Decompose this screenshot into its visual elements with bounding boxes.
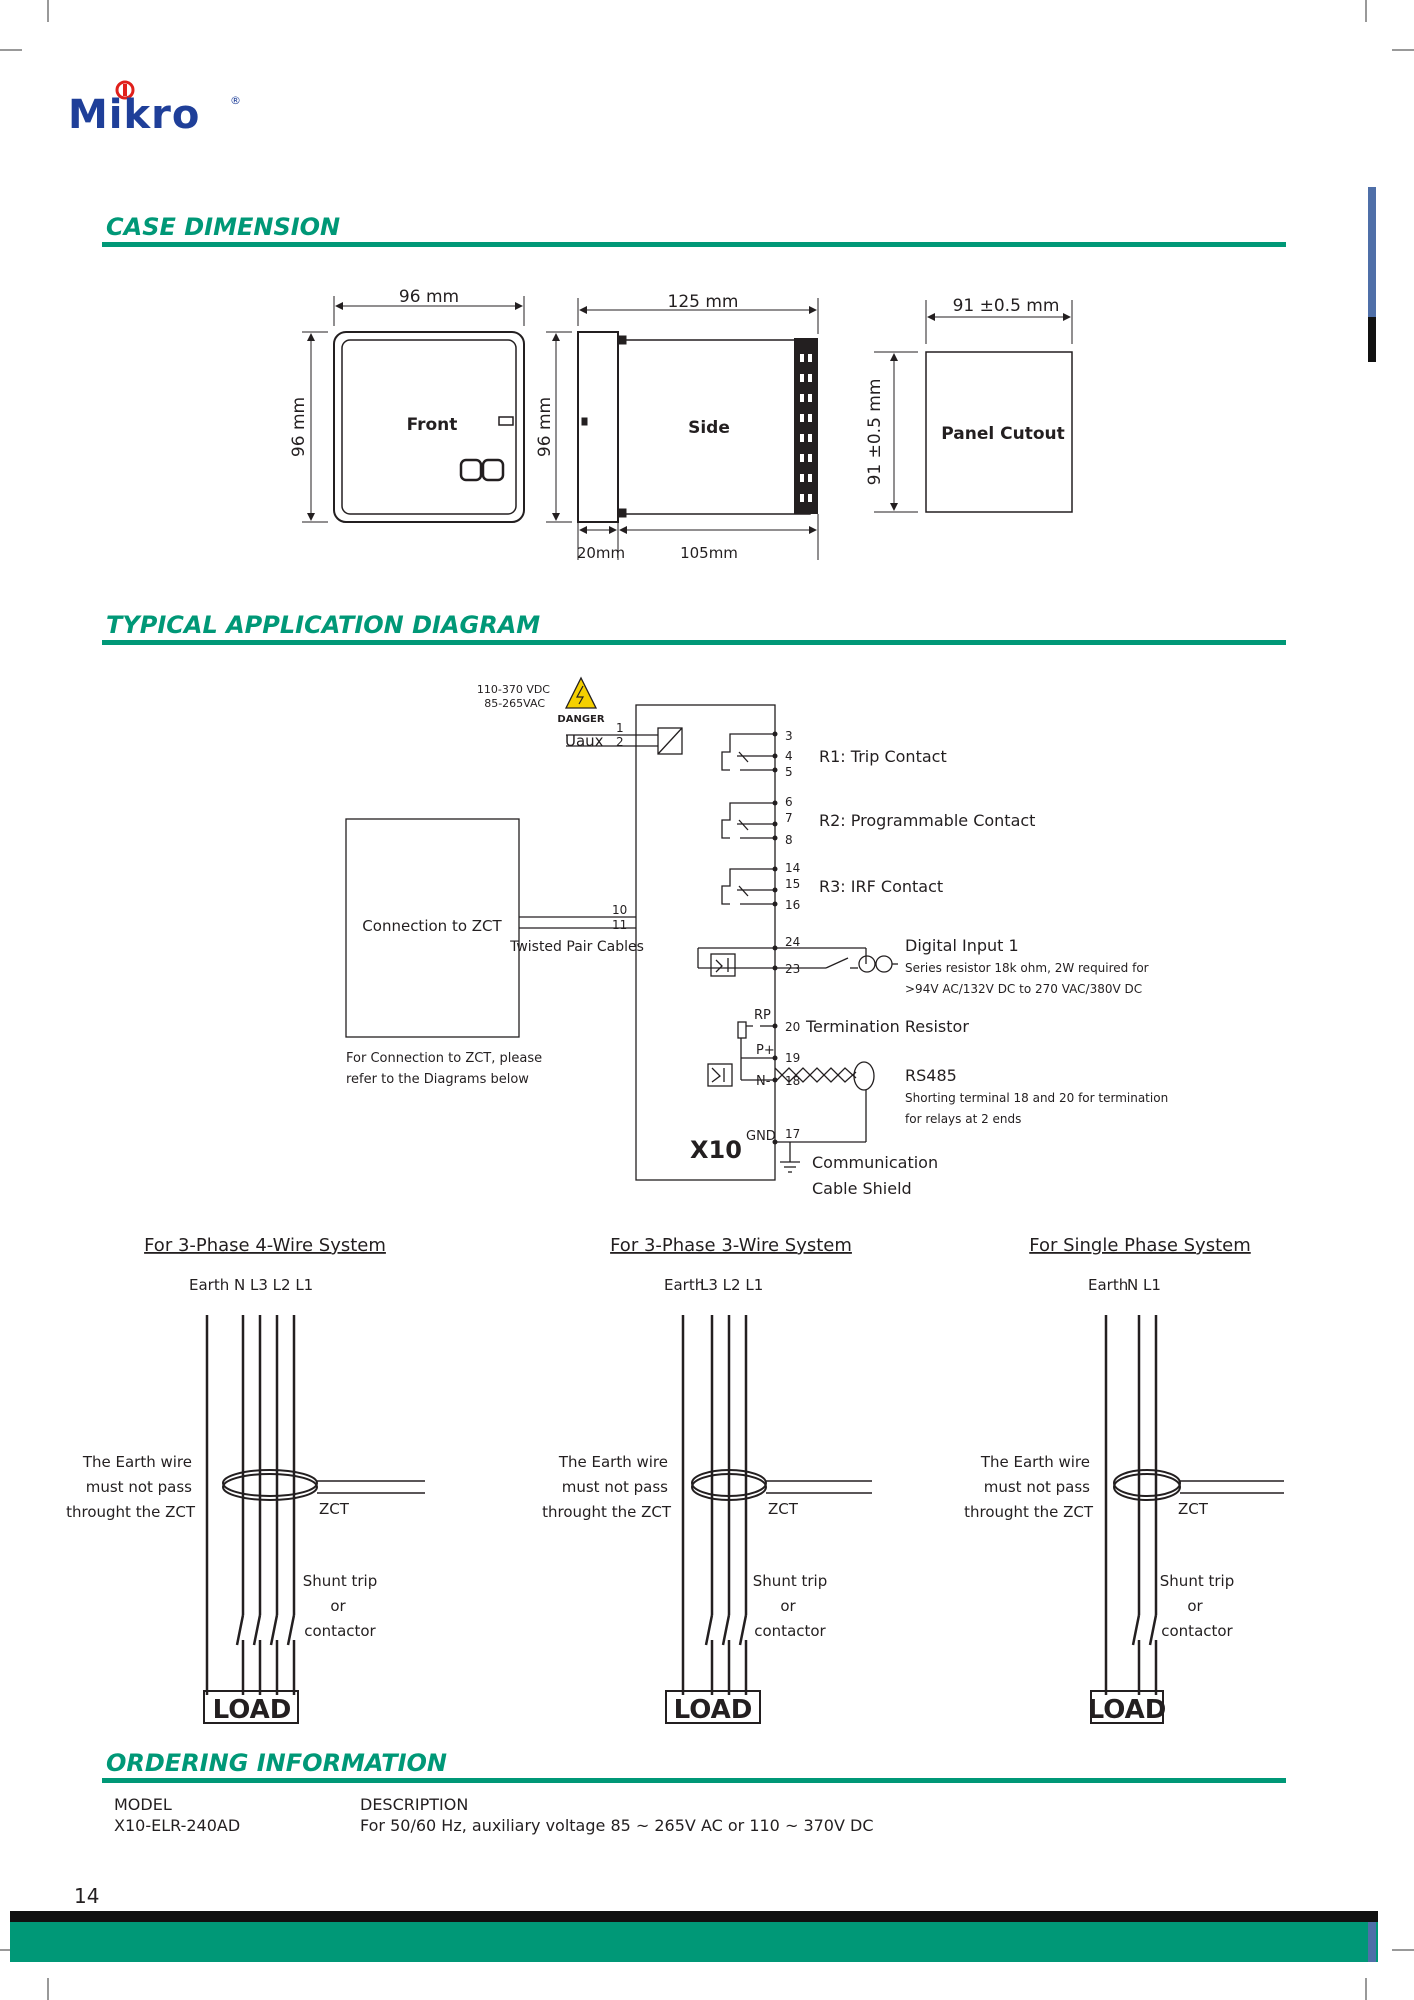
zct-label: ZCT (768, 1500, 798, 1518)
terminal-10: 10 (612, 903, 628, 917)
digital-input-note-1: Series resistor 18k ohm, 2W required for (905, 961, 1149, 975)
section-title-typical-application: TYPICAL APPLICATION DIAGRAM (106, 611, 541, 639)
comm-shield-2: Cable Shield (812, 1179, 912, 1198)
relay-r2: R2: Programmable Contact (819, 811, 1036, 830)
registered-mark: ® (230, 94, 241, 107)
supply-ac: 85-265VAC (484, 697, 545, 710)
terminal-24: 24 (785, 935, 801, 949)
side-label: Side (688, 418, 730, 438)
terminal-16: 16 (785, 898, 801, 912)
side-back-depth: 105mm (680, 544, 738, 562)
terminal-18: 18 (785, 1074, 801, 1088)
p-plus-label: P+ (756, 1043, 775, 1058)
lines-label: N L1 (1127, 1276, 1161, 1294)
earth-note: must not pass (561, 1478, 668, 1496)
terminal-1: 1 (616, 721, 624, 735)
side-height-label: 96 mm (535, 396, 555, 458)
rs485-label: RS485 (905, 1066, 957, 1085)
description-value: For 50/60 Hz, auxiliary voltage 85 ~ 265V AC or 110 ~ 370V DC (360, 1816, 874, 1835)
shunt-label: contactor (1161, 1622, 1233, 1640)
rp-label: RP (754, 1008, 771, 1023)
zct-label: ZCT (1178, 1500, 1208, 1518)
section-title-case-dimension: CASE DIMENSION (106, 213, 341, 241)
zct-note-1: For Connection to ZCT, please (346, 1051, 543, 1066)
cutout-width-label: 91 ±0.5 mm (952, 296, 1060, 316)
termination-label: Termination Resistor (806, 1017, 969, 1036)
earth-note: throught the ZCT (964, 1503, 1093, 1521)
digital-input-note-2: >94V AC/132V DC to 270 VAC/380V DC (905, 982, 1143, 996)
footer-bar-black (10, 1911, 1378, 1922)
front-width-label: 96 mm (398, 287, 460, 307)
cutout-label: Panel Cutout (941, 424, 1065, 444)
section-title-ordering: ORDERING INFORMATION (106, 1749, 447, 1777)
rs485-note-1: Shorting terminal 18 and 20 for termination (905, 1091, 1169, 1105)
earth-note: must not pass (85, 1478, 192, 1496)
shunt-label: or (780, 1597, 796, 1615)
terminal-5: 5 (785, 765, 793, 779)
zct-note-2: refer to the Diagrams below (346, 1072, 529, 1087)
description-header: DESCRIPTION (360, 1795, 469, 1814)
lines-label: N L3 L2 L1 (234, 1276, 314, 1294)
terminal-17: 17 (785, 1127, 801, 1141)
relay-r1: R1: Trip Contact (819, 747, 947, 766)
shunt-label: contactor (754, 1622, 826, 1640)
cutout-height-label: 91 ±0.5 mm (865, 378, 885, 486)
gnd-label: GND (746, 1129, 776, 1144)
x10-label: X10 (690, 1136, 742, 1164)
side-length-label: 125 mm (667, 292, 739, 312)
system-title-3wire: For 3-Phase 3-Wire System (610, 1235, 852, 1256)
footer-bar-green (10, 1922, 1378, 1962)
load-label: LOAD (673, 1695, 753, 1725)
front-label: Front (406, 415, 458, 435)
earth-note: The Earth wire (558, 1453, 668, 1471)
relay-r3: R3: IRF Contact (819, 877, 944, 896)
earth-note: The Earth wire (980, 1453, 1090, 1471)
shunt-label: or (1187, 1597, 1203, 1615)
earth-label: Earth (189, 1276, 230, 1294)
earth-note: The Earth wire (82, 1453, 192, 1471)
model-header: MODEL (114, 1795, 172, 1814)
zct-box-label: Connection to ZCT (362, 917, 502, 935)
terminal-19: 19 (785, 1051, 801, 1065)
twisted-pair-label: Twisted Pair Cables (510, 939, 644, 955)
earth-note: must not pass (983, 1478, 1090, 1496)
terminal-15: 15 (785, 877, 801, 891)
shunt-label: contactor (304, 1622, 376, 1640)
shunt-label: Shunt trip (752, 1572, 828, 1590)
uaux-label: Uaux (565, 732, 604, 750)
terminal-6: 6 (785, 795, 793, 809)
model-value: X10-ELR-240AD (114, 1816, 241, 1835)
supply-dc: 110-370 VDC (476, 683, 550, 696)
terminal-23: 23 (785, 962, 801, 976)
lines-label: L3 L2 L1 (700, 1276, 764, 1294)
terminal-3: 3 (785, 729, 793, 743)
terminal-11: 11 (612, 918, 628, 932)
terminal-14: 14 (785, 861, 801, 875)
terminal-4: 4 (785, 749, 793, 763)
earth-note: throught the ZCT (66, 1503, 195, 1521)
load-label: LOAD (1087, 1695, 1167, 1725)
system-title-4wire: For 3-Phase 4-Wire System (144, 1235, 386, 1256)
earth-label: Earth (664, 1276, 705, 1294)
footer-bar-blue (1368, 1922, 1376, 1962)
front-height-label: 96 mm (289, 396, 309, 458)
side-front-depth: 20mm (576, 544, 626, 562)
terminal-2: 2 (616, 735, 624, 749)
system-title-single: For Single Phase System (1029, 1235, 1251, 1256)
shunt-label: Shunt trip (302, 1572, 378, 1590)
load-label: LOAD (212, 1695, 292, 1725)
terminal-7: 7 (785, 811, 793, 825)
terminal-20: 20 (785, 1020, 801, 1034)
danger-label: DANGER (557, 714, 605, 725)
page-number: 14 (74, 1884, 100, 1908)
earth-note: throught the ZCT (542, 1503, 671, 1521)
terminal-8: 8 (785, 833, 793, 847)
comm-shield-1: Communication (812, 1153, 939, 1172)
earth-label: Earth (1088, 1276, 1129, 1294)
digital-input-title: Digital Input 1 (905, 936, 1019, 955)
brand-name: Mikro (68, 92, 201, 138)
zct-label: ZCT (319, 1500, 349, 1518)
shunt-label: or (330, 1597, 346, 1615)
rs485-note-2: for relays at 2 ends (905, 1112, 1022, 1126)
section-rule (102, 1778, 1286, 1783)
n-minus-label: N- (756, 1074, 771, 1089)
shunt-label: Shunt trip (1159, 1572, 1235, 1590)
